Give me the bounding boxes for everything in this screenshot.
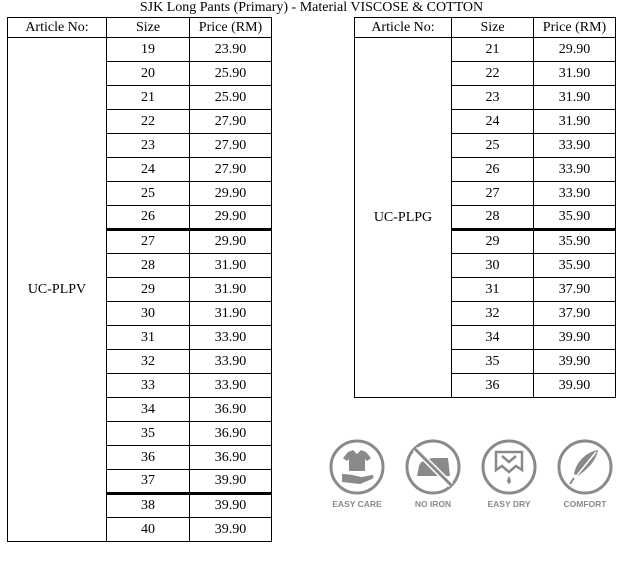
price-table-plpg xyxy=(354,17,616,398)
size-cell: 25 xyxy=(452,134,534,158)
size-cell: 24 xyxy=(452,110,534,134)
price-cell: 39.90 xyxy=(190,494,272,518)
price-cell: 39.90 xyxy=(190,470,272,494)
price-cell: 29.90 xyxy=(190,230,272,254)
size-cell: 29 xyxy=(452,230,534,254)
price-cell: 39.90 xyxy=(534,374,616,398)
table-header-row xyxy=(8,18,272,38)
price-cell: 25.90 xyxy=(190,62,272,86)
size-cell: 23 xyxy=(107,134,190,158)
size-cell: 22 xyxy=(107,110,190,134)
size-cell: 40 xyxy=(107,518,190,542)
price-cell: 36.90 xyxy=(190,398,272,422)
page-title: SJK Long Pants (Primary) - Material VISCOSE & COTTON xyxy=(139,0,484,15)
no-iron-icon xyxy=(404,438,462,496)
size-cell: 33 xyxy=(107,374,190,398)
price-cell: 29.90 xyxy=(190,206,272,230)
size-cell: 19 xyxy=(107,38,190,62)
size-cell: 26 xyxy=(452,158,534,182)
easy-dry-badge xyxy=(478,438,540,509)
size-cell: 37 xyxy=(107,470,190,494)
size-cell: 26 xyxy=(107,206,190,230)
article-number: UC-PLPV xyxy=(8,38,107,542)
price-cell: 29.90 xyxy=(534,38,616,62)
feather-icon xyxy=(556,438,614,496)
size-cell: 21 xyxy=(452,38,534,62)
price-cell: 27.90 xyxy=(190,134,272,158)
price-cell: 33.90 xyxy=(534,158,616,182)
size-cell: 34 xyxy=(452,326,534,350)
no-iron-label: NO IRON xyxy=(414,499,452,509)
price-cell: 27.90 xyxy=(190,158,272,182)
size-cell: 21 xyxy=(107,86,190,110)
price-cell: 35.90 xyxy=(534,206,616,230)
size-cell: 36 xyxy=(107,446,190,470)
size-header: Size xyxy=(452,18,534,38)
size-cell: 35 xyxy=(452,350,534,374)
size-cell: 32 xyxy=(107,350,190,374)
price-header: Price (RM) xyxy=(534,18,616,38)
price-cell: 29.90 xyxy=(190,182,272,206)
price-cell: 31.90 xyxy=(534,86,616,110)
size-cell: 38 xyxy=(107,494,190,518)
price-cell: 33.90 xyxy=(534,134,616,158)
price-cell: 39.90 xyxy=(190,518,272,542)
price-cell: 31.90 xyxy=(190,302,272,326)
price-cell: 31.90 xyxy=(534,62,616,86)
size-cell: 32 xyxy=(452,302,534,326)
no-iron-badge xyxy=(402,438,464,509)
comfort-badge xyxy=(554,438,616,509)
price-cell: 33.90 xyxy=(190,350,272,374)
price-cell: 35.90 xyxy=(534,254,616,278)
article-header: Article No: xyxy=(355,18,452,38)
drip-dry-icon xyxy=(480,438,538,496)
article-number: UC-PLPG xyxy=(355,38,452,398)
price-cell: 36.90 xyxy=(190,446,272,470)
price-cell: 33.90 xyxy=(190,374,272,398)
size-cell: 29 xyxy=(107,278,190,302)
care-icons xyxy=(326,438,616,508)
size-cell: 25 xyxy=(107,182,190,206)
size-header: Size xyxy=(107,18,190,38)
price-cell: 39.90 xyxy=(534,326,616,350)
size-cell: 27 xyxy=(452,182,534,206)
price-cell: 31.90 xyxy=(534,110,616,134)
price-cell: 31.90 xyxy=(190,278,272,302)
price-cell: 33.90 xyxy=(190,326,272,350)
size-cell: 35 xyxy=(107,422,190,446)
price-cell: 27.90 xyxy=(190,110,272,134)
price-header: Price (RM) xyxy=(190,18,272,38)
price-table-plpv xyxy=(7,17,272,542)
price-cell: 31.90 xyxy=(190,254,272,278)
shirt-hand-icon xyxy=(328,438,386,496)
easy-care-label: EASY CARE xyxy=(332,499,382,509)
size-cell: 22 xyxy=(452,62,534,86)
table-header-row xyxy=(355,18,616,38)
table-row xyxy=(8,38,272,62)
price-cell: 23.90 xyxy=(190,38,272,62)
price-cell: 39.90 xyxy=(534,350,616,374)
easy-dry-label: EASY DRY xyxy=(487,499,531,509)
size-cell: 27 xyxy=(107,230,190,254)
size-cell: 31 xyxy=(107,326,190,350)
article-header: Article No: xyxy=(8,18,107,38)
size-cell: 20 xyxy=(107,62,190,86)
table-row xyxy=(355,38,616,62)
size-cell: 24 xyxy=(107,158,190,182)
price-cell: 37.90 xyxy=(534,302,616,326)
size-cell: 30 xyxy=(107,302,190,326)
comfort-label: COMFORT xyxy=(563,499,607,509)
price-cell: 35.90 xyxy=(534,230,616,254)
size-cell: 28 xyxy=(107,254,190,278)
size-cell: 30 xyxy=(452,254,534,278)
easy-care-badge xyxy=(326,438,388,509)
size-cell: 23 xyxy=(452,86,534,110)
price-cell: 25.90 xyxy=(190,86,272,110)
size-cell: 34 xyxy=(107,398,190,422)
size-cell: 31 xyxy=(452,278,534,302)
price-cell: 33.90 xyxy=(534,182,616,206)
price-cell: 37.90 xyxy=(534,278,616,302)
price-cell: 36.90 xyxy=(190,422,272,446)
size-cell: 28 xyxy=(452,206,534,230)
size-cell: 36 xyxy=(452,374,534,398)
